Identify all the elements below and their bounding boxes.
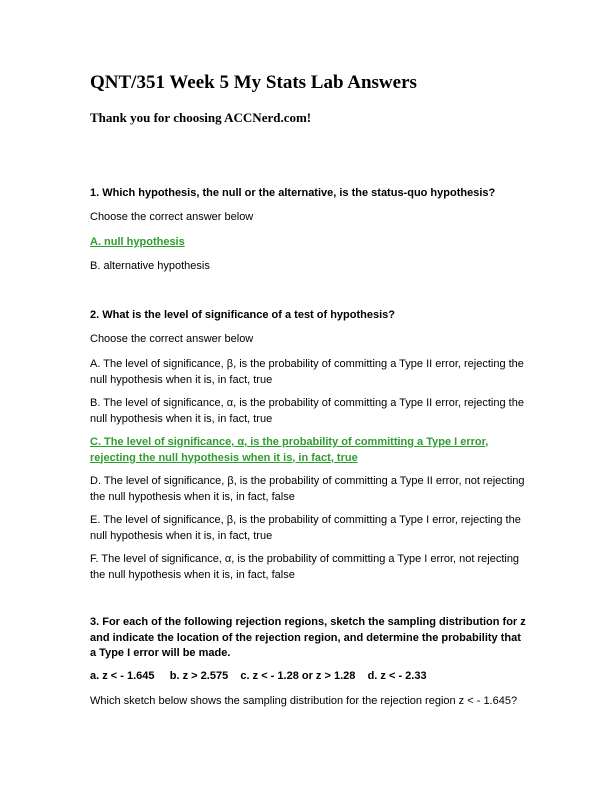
document-title: QNT/351 Week 5 My Stats Lab Answers xyxy=(90,72,417,93)
question-3: 3. For each of the following rejection regions, sketch the sampling distribution for z and indicate the location of the rejection region, and determine the probability that a Type I error will be made. xyxy=(90,616,526,659)
question-1: 1. Which hypothesis, the null or the alternative, is the status-quo hypothesis? xyxy=(90,187,496,199)
question-2-option-a: A. The level of significance, β, is the probability of committing a Type II error, rejecting the null hypothesis when it is, in fact, true xyxy=(90,358,524,386)
question-2-instruction: Choose the correct answer below xyxy=(90,333,254,345)
question-3-prompt: Which sketch below shows the sampling distribution for the rejection region z < - 1.645? xyxy=(90,695,518,707)
question-2-option-b: B. The level of significance, α, is the probability of committing a Type II error, rejecting the null hypothesis when it is, in fact, true xyxy=(90,397,524,425)
question-1-instruction: Choose the correct answer below xyxy=(90,211,254,223)
question-2-option-f: F. The level of significance, α, is the probability of committing a Type I error, not rejecting the null hypothesis when it is, in fact, false xyxy=(90,553,520,581)
question-2-option-e: E. The level of significance, β, is the probability of committing a Type I error, rejecting the null hypothesis when it is, in fact, true xyxy=(90,514,521,542)
document-subtitle: Thank you for choosing ACCNerd.com! xyxy=(90,110,312,125)
question-3-parts: a. z < - 1.645 b. z > 2.575 c. z < - 1.28 or z > 1.28 d. z < - 2.33 xyxy=(90,670,427,682)
question-2-option-d: D. The level of significance, β, is the probability of committing a Type II error, not rejecting the null hypothesis when it is, in fact, false xyxy=(90,475,525,503)
question-1-option-a-correct: A. null hypothesis xyxy=(90,236,185,248)
question-2: 2. What is the level of significance of a test of hypothesis? xyxy=(90,309,396,321)
question-1-option-b: B. alternative hypothesis xyxy=(90,260,210,272)
question-2-option-c-correct: C. The level of significance, α, is the probability of committing a Type I error, rejecting the null hypothesis when it is, in fact, true xyxy=(90,436,489,464)
